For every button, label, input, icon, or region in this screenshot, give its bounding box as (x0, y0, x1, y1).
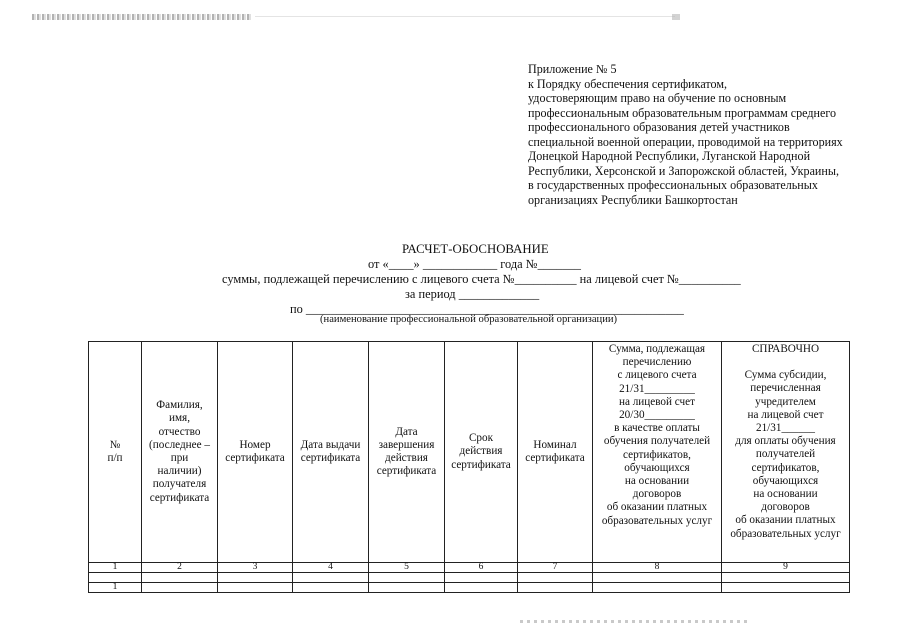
header-text: наличии) (157, 465, 202, 478)
organization-caption: (наименование профессиональной образовательной организации) (320, 314, 618, 325)
scan-artifact (520, 620, 750, 623)
table-cell (722, 583, 850, 593)
column-header-recipient-name (142, 342, 218, 563)
column-header-reference-subsidy (722, 342, 850, 563)
header-text: действия (459, 445, 503, 458)
header-text: действия (385, 452, 428, 464)
header-text: Сумма, подлежащая (608, 343, 706, 355)
column-number: 7 (518, 563, 593, 573)
header-spacer (723, 356, 848, 369)
column-number: 4 (293, 563, 369, 573)
header-text: обучающихся (624, 461, 690, 474)
header-text: договоров (761, 501, 810, 514)
scan-edge-line (255, 16, 675, 17)
header-text: договоров (632, 488, 682, 501)
table-cell (89, 573, 142, 583)
header-text: СПРАВОЧНО (751, 343, 820, 355)
column-number: 8 (593, 563, 722, 573)
table-row (89, 573, 850, 583)
table-cell (518, 583, 593, 593)
table-cell (445, 583, 518, 593)
header-text: на основании (624, 475, 690, 488)
header-text: Номинал (533, 438, 577, 451)
column-number-row (89, 563, 850, 573)
column-number: 6 (445, 563, 518, 573)
header-text: обучающихся (752, 474, 819, 487)
header-text: сертификата (376, 465, 437, 478)
row-number-cell: 1 (89, 583, 142, 593)
header-text: сертификатов, (623, 448, 691, 461)
header-text: перечислению (622, 356, 692, 369)
appendix-line: организациях Республики Башкортостан (528, 192, 738, 207)
header-text: образовательных услуг (730, 527, 841, 540)
header-text: в качестве оплаты (614, 422, 700, 435)
column-header-issue-date (293, 342, 369, 563)
column-number: 1 (89, 563, 142, 573)
column-header-transfer-amount (593, 342, 722, 563)
header-text: при (170, 452, 189, 464)
column-number: 2 (142, 563, 218, 573)
table-cell (293, 583, 369, 593)
table-cell (293, 573, 369, 583)
appendix-line: удостоверяющим право на обучение по основным (528, 91, 787, 105)
header-text: Сумма субсидии, (744, 369, 827, 382)
table-cell (722, 573, 850, 583)
table-cell (142, 573, 218, 583)
table-cell (369, 573, 445, 583)
header-text: образовательных услуг (601, 514, 713, 527)
header-text: Срок (468, 432, 494, 445)
header-text: Дата (395, 425, 418, 438)
header-text: имя, (168, 412, 190, 425)
header-text: Номер (239, 438, 271, 451)
appendix-line: профессиональным образовательным программам среднего (528, 105, 837, 120)
appendix-line: Донецкой Народной Республики, Луганской Народной (528, 149, 811, 163)
appendix-line: профессионального образования детей участников (528, 120, 790, 134)
header-text: сертификата (451, 458, 511, 471)
header-text: 21/31______ (755, 422, 816, 435)
header-text: 21/31_________ (619, 382, 695, 395)
appendix-line: в государственных профессиональных образовательных (528, 178, 818, 192)
organization-line: по _____________________________________________________________ (290, 302, 684, 316)
column-number: 9 (722, 563, 850, 573)
table-row (89, 583, 850, 593)
header-text: об оказании платных (735, 514, 836, 527)
header-text: завершения (378, 438, 435, 451)
column-number: 5 (369, 563, 445, 573)
header-text: 20/30_________ (619, 409, 695, 422)
column-header-row-number (89, 342, 142, 563)
header-text: Фамилия, (156, 399, 203, 412)
column-header-validity-term (445, 342, 518, 563)
sum-account-line: суммы, подлежащей перечислению с лицевого счета №__________ на лицевой счет №__________ (222, 272, 741, 286)
header-text: сертификата (149, 491, 210, 504)
header-text: для оплаты обучения (735, 435, 836, 448)
column-header-nominal (518, 342, 593, 563)
table-cell (142, 583, 218, 593)
appendix-block (528, 62, 868, 207)
table-cell (218, 583, 293, 593)
header-text: (последнее – (149, 438, 210, 451)
table-cell (218, 573, 293, 583)
header-text: сертификата (225, 452, 285, 464)
header-text: об оказании платных (606, 501, 708, 514)
scan-artifact (672, 14, 680, 20)
period-line: за период _____________ (405, 287, 540, 301)
header-text: получателя (152, 478, 207, 491)
header-text: с лицевого счета (617, 369, 697, 382)
header-text: учредителем (755, 395, 816, 408)
header-text: перечисленная (750, 382, 821, 395)
table-header-row (89, 342, 850, 563)
header-text: сертификата (525, 452, 585, 464)
header-text: п/п (107, 452, 123, 464)
appendix-line: специальной военной операции, проводимой на территориях (528, 134, 843, 149)
header-text: на лицевой счет (618, 395, 696, 408)
table-cell (445, 573, 518, 583)
header-text: сертификатов, (751, 461, 820, 474)
header-text: Дата выдачи (300, 438, 361, 451)
header-text: обучения получателей (603, 435, 711, 448)
column-header-certificate-number (218, 342, 293, 563)
header-text: сертификата (300, 452, 361, 464)
header-text: получателей (755, 448, 816, 461)
date-number-line: от «____» ____________ года №_______ (368, 257, 581, 271)
table-cell (593, 573, 722, 583)
header-text: на основании (753, 488, 818, 501)
document-title: РАСЧЕТ-ОБОСНОВАНИЕ (402, 242, 549, 256)
header-text: отчество (158, 425, 201, 438)
column-number: 3 (218, 563, 293, 573)
header-text: на лицевой счет (747, 408, 824, 421)
calculation-table (88, 341, 850, 593)
appendix-line: к Порядку обеспечения сертификатом, (528, 76, 728, 91)
scan-artifact (32, 14, 252, 20)
table-cell (593, 583, 722, 593)
table-cell (518, 573, 593, 583)
header-text: № (109, 438, 121, 451)
column-header-expiry-date (369, 342, 445, 563)
appendix-line: Приложение № 5 (528, 62, 617, 76)
table-cell (369, 583, 445, 593)
appendix-line: Республики, Херсонской и Запорожской областей, Украины, (528, 163, 840, 178)
